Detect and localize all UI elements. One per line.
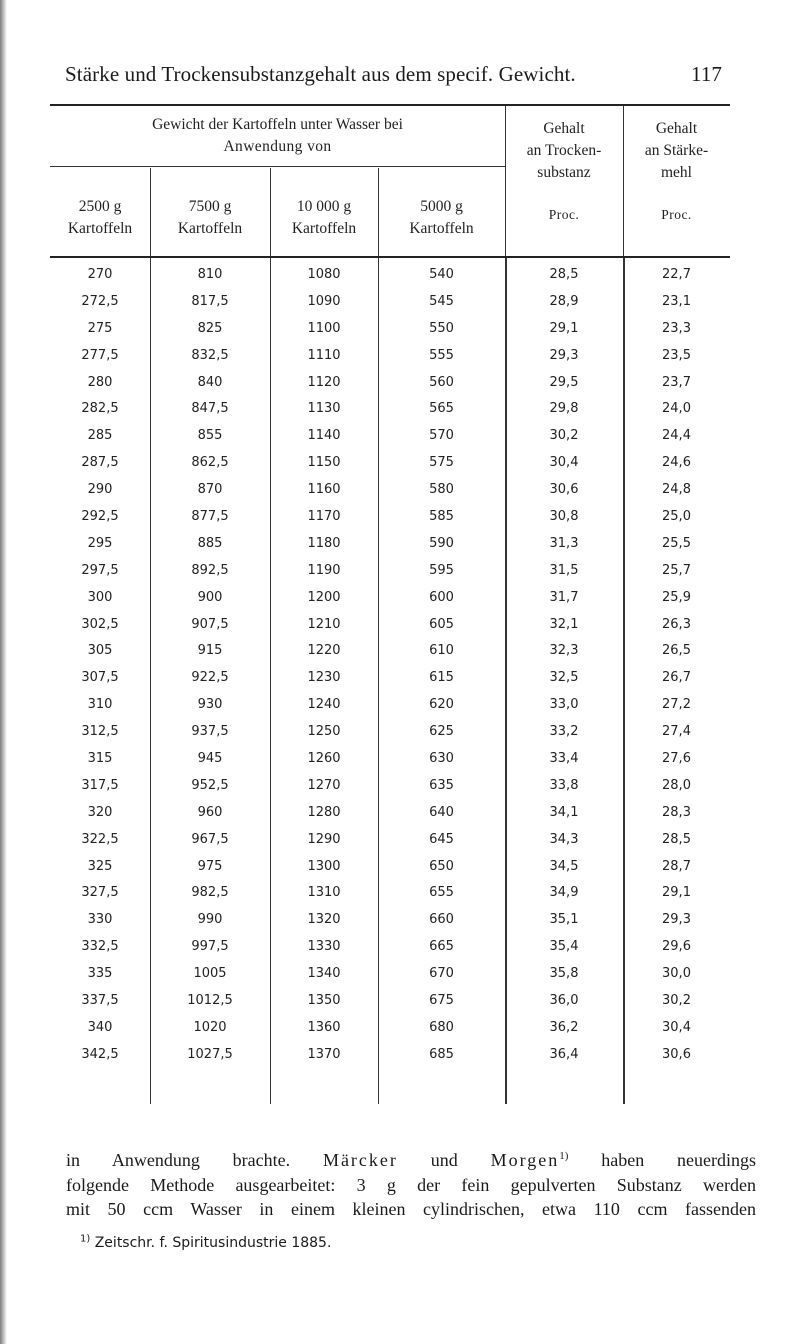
table-cell: 28,0 (662, 777, 691, 793)
table-row (50, 1015, 730, 1042)
table-cell: 25,7 (662, 562, 691, 578)
table-cell: 310 (87, 697, 113, 713)
table-cell: 1005 (193, 966, 227, 982)
table-row (50, 773, 730, 800)
col-header-dry-substance: Gehalt an Trocken- substanz Proc. (526, 120, 602, 222)
table-cell: 35,8 (549, 966, 579, 982)
table-cell: 595 (429, 562, 454, 578)
table-cell: 337,5 (81, 993, 119, 1009)
table-cell: 1130 (307, 401, 341, 417)
table-cell: 33,0 (549, 697, 579, 713)
table-cell: 1370 (307, 1046, 341, 1062)
table-cell: 1027,5 (187, 1046, 233, 1062)
table-row (50, 719, 730, 746)
table-cell: 670 (429, 966, 454, 982)
table-cell: 1180 (307, 535, 341, 551)
table-cell: 29,3 (662, 912, 691, 928)
table-cell: 24,0 (662, 401, 691, 417)
table-cell: 645 (429, 831, 454, 847)
table-cell: 290 (87, 482, 113, 498)
table-cell: 32,1 (549, 616, 579, 632)
table-cell: 655 (429, 885, 454, 901)
table-cell: 870 (197, 482, 223, 498)
group-header: Gewicht der Kartoffeln unter Wasser bei Anwendung von (152, 116, 403, 155)
footnote-mark: 1) (80, 1233, 91, 1245)
table-cell: 35,1 (549, 912, 579, 928)
table-cell: 545 (429, 293, 454, 309)
table-cell: 28,3 (662, 804, 691, 820)
table-cell: 272,5 (81, 293, 119, 309)
table-cell: 27,4 (662, 724, 691, 740)
table-cell: 1210 (307, 616, 341, 632)
table-cell: 28,5 (662, 831, 691, 847)
table-cell: 340 (87, 1019, 113, 1035)
table-cell: 610 (429, 643, 454, 659)
table-cell: 877,5 (191, 509, 229, 525)
table-cell: 300 (87, 589, 113, 605)
table-row (50, 477, 730, 504)
footnote (80, 1235, 331, 1251)
table-cell: 29,8 (549, 401, 579, 417)
table-cell: 1120 (307, 374, 341, 390)
table-cell: 30,2 (549, 428, 579, 444)
table-cell: 565 (429, 401, 454, 417)
footnote-mark: 1) (559, 1150, 569, 1162)
table-cell: 31,5 (549, 562, 579, 578)
table-cell: 342,5 (81, 1046, 119, 1062)
table-cell: 26,3 (662, 616, 691, 632)
table-cell: 540 (429, 267, 454, 282)
table-cell: 640 (429, 804, 454, 820)
table-cell: 33,4 (549, 751, 579, 767)
table-cell: 29,1 (549, 320, 579, 336)
paragraph-line: folgende Methode ausgearbeitet: 3 g der fein gepulverten Substanz werden (66, 1174, 756, 1195)
table-row (50, 638, 730, 665)
table-cell: 810 (197, 267, 223, 282)
table-cell: 1300 (307, 858, 341, 874)
table-row (50, 423, 730, 450)
page-number: 117 (691, 62, 723, 86)
table-cell: 36,2 (549, 1019, 579, 1035)
table-cell: 1100 (307, 320, 341, 336)
table-cell: 1310 (307, 885, 341, 901)
body-paragraph (66, 1148, 756, 1222)
table-row (50, 289, 730, 316)
table-cell: 650 (429, 858, 454, 874)
table-cell: 600 (429, 589, 454, 605)
table-cell: 550 (429, 320, 454, 336)
table-cell: 28,7 (662, 858, 691, 874)
table-row (50, 585, 730, 612)
table-cell: 30,8 (549, 509, 579, 525)
table-cell: 590 (429, 535, 454, 551)
table-cell: 292,5 (81, 509, 119, 525)
table-cell: 660 (429, 912, 454, 928)
table-cell: 580 (429, 482, 454, 498)
table-row (50, 558, 730, 585)
table-row (50, 827, 730, 854)
table-cell: 1080 (307, 267, 341, 282)
header-bottom-rule (50, 256, 730, 258)
page-title: Stärke und Trockensubstanzgehalt aus dem specif. Gewicht. (65, 62, 576, 86)
table-row (50, 692, 730, 719)
table-cell: 1020 (193, 1019, 227, 1035)
table-top-rule (50, 104, 730, 106)
table-cell: 840 (197, 374, 223, 390)
table-cell: 30,4 (662, 1019, 691, 1035)
table-cell: 36,4 (549, 1046, 579, 1062)
table-cell: 315 (87, 751, 113, 767)
table-cell: 1190 (307, 562, 341, 578)
table-cell: 22,7 (662, 267, 691, 282)
paragraph-line: in Anwendung brachte. Märcker und Morgen$^{1)}$ haben neuerdings (66, 1150, 757, 1170)
table-row (50, 504, 730, 531)
table-cell: 817,5 (191, 293, 229, 309)
table-row (50, 934, 730, 961)
table-cell: 1250 (307, 724, 341, 740)
table-row (50, 316, 730, 343)
table-row (50, 370, 730, 397)
table-cell: 685 (429, 1046, 454, 1062)
col-header-7500g: 7500 g Kartoffeln (177, 198, 243, 237)
table-cell: 1012,5 (187, 993, 233, 1009)
table-cell: 34,3 (549, 831, 579, 847)
table-row (50, 800, 730, 827)
col-header-starch: Gehalt an Stärke- mehl Proc. (644, 120, 709, 222)
table-cell: 1230 (307, 670, 341, 686)
table-cell: 1090 (307, 293, 341, 309)
table-cell: 30,6 (549, 482, 579, 498)
table-cell: 945 (197, 751, 223, 767)
table-cell: 28,9 (549, 293, 579, 309)
table-cell: 277,5 (81, 347, 119, 363)
table-cell: 33,2 (549, 724, 579, 740)
col-header-5000g: 5000 g Kartoffeln (409, 198, 474, 237)
table-cell: 665 (429, 939, 454, 955)
table-cell: 930 (197, 697, 223, 713)
table-row (50, 396, 730, 423)
table-cell: 1330 (307, 939, 341, 955)
table-cell: 32,5 (549, 670, 579, 686)
table-cell: 29,1 (662, 885, 691, 901)
table-cell: 302,5 (81, 616, 119, 632)
table-cell: 615 (429, 670, 454, 686)
table-cell: 892,5 (191, 562, 229, 578)
col-header-2500g: 2500 g Kartoffeln (67, 198, 133, 237)
table-cell: 320 (87, 804, 113, 820)
table-cell: 952,5 (191, 777, 229, 793)
table-cell: 1220 (307, 643, 341, 659)
table-cell: 855 (197, 428, 223, 444)
table-cell: 270 (87, 267, 113, 282)
table-row (50, 907, 730, 934)
table-cell: 900 (197, 589, 223, 605)
table-cell: 30,0 (662, 966, 691, 982)
table-cell: 335 (87, 966, 113, 982)
paragraph-line: mit 50 ccm Wasser in einem kleinen cylindrischen, etwa 110 ccm fassenden (66, 1199, 756, 1219)
table-cell: 1320 (307, 912, 341, 928)
table-cell: 27,6 (662, 751, 691, 767)
table-cell: 30,2 (662, 993, 691, 1009)
footnote-text: Zeitschr. f. Spiritusindustrie 1885. (94, 1235, 332, 1251)
table-cell: 285 (87, 428, 113, 444)
table-cell: 307,5 (81, 670, 119, 686)
table-row (50, 746, 730, 773)
table-row (50, 665, 730, 692)
table-row (50, 262, 730, 289)
table-cell: 960 (197, 804, 223, 820)
table-cell: 30,6 (662, 1046, 691, 1062)
table-cell: 31,3 (549, 535, 579, 551)
table-cell: 26,7 (662, 670, 691, 686)
table-row (50, 988, 730, 1015)
table-cell: 280 (87, 374, 113, 390)
table-cell: 34,1 (549, 804, 579, 820)
page-edge-shadow (0, 0, 7, 1344)
table-cell: 23,3 (662, 320, 691, 336)
table-cell: 25,0 (662, 509, 691, 525)
table-cell: 862,5 (191, 455, 229, 471)
table-cell: 35,4 (549, 939, 579, 955)
author-name: Morgen (490, 1150, 560, 1170)
table-cell: 555 (429, 347, 454, 363)
table-cell: 24,6 (662, 455, 691, 471)
table-cell: 23,7 (662, 374, 691, 390)
table-cell: 29,3 (549, 347, 579, 363)
table-body (50, 262, 730, 1069)
table-cell: 1340 (307, 966, 341, 982)
table-cell: 1170 (307, 509, 341, 525)
table-cell: 26,5 (662, 643, 691, 659)
table-row (50, 961, 730, 988)
table-cell: 24,4 (662, 428, 691, 444)
table-cell: 630 (429, 751, 454, 767)
table-cell: 1290 (307, 831, 341, 847)
table-row (50, 854, 730, 881)
table-cell: 23,1 (662, 293, 691, 309)
table-cell: 997,5 (191, 939, 229, 955)
table-cell: 305 (87, 643, 113, 659)
table-cell: 1350 (307, 993, 341, 1009)
header-group-rule (50, 166, 505, 167)
table-row (50, 450, 730, 477)
table-cell: 1110 (307, 347, 341, 363)
table-cell: 832,5 (191, 347, 229, 363)
table-cell: 32,3 (549, 643, 579, 659)
table-cell: 990 (197, 912, 223, 928)
table-cell: 915 (197, 643, 223, 659)
table-cell: 29,6 (662, 939, 691, 955)
table-cell: 322,5 (81, 831, 119, 847)
table-cell: 675 (429, 993, 454, 1009)
table-cell: 25,5 (662, 535, 691, 551)
table-cell: 30,4 (549, 455, 579, 471)
table-cell: 982,5 (191, 885, 229, 901)
table-cell: 937,5 (191, 724, 229, 740)
table-cell: 922,5 (191, 670, 229, 686)
table-cell: 680 (429, 1019, 454, 1035)
table-cell: 975 (197, 858, 223, 874)
table-cell: 282,5 (81, 401, 119, 417)
table-cell: 1140 (307, 428, 341, 444)
table-cell: 29,5 (549, 374, 579, 390)
table-cell: 575 (429, 455, 454, 471)
table-cell: 967,5 (191, 831, 229, 847)
table-cell: 825 (197, 320, 223, 336)
col-header-10000g: 10 000 g Kartoffeln (291, 198, 357, 237)
table-cell: 847,5 (191, 401, 229, 417)
table-cell: 560 (429, 374, 454, 390)
table-cell: 327,5 (81, 885, 119, 901)
table-cell: 24,8 (662, 482, 691, 498)
table-cell: 325 (87, 858, 113, 874)
table-row (50, 612, 730, 639)
table-cell: 635 (429, 777, 454, 793)
table-cell: 28,5 (549, 267, 579, 282)
table-cell: 317,5 (81, 777, 119, 793)
table-cell: 1260 (307, 751, 341, 767)
table-cell: 1160 (307, 482, 341, 498)
table-cell: 885 (197, 535, 223, 551)
table-cell: 36,0 (549, 993, 579, 1009)
table-cell: 275 (87, 320, 113, 336)
table-cell: 295 (87, 535, 113, 551)
table-cell: 1240 (307, 697, 341, 713)
table-cell: 625 (429, 724, 454, 740)
table-cell: 1270 (307, 777, 341, 793)
table-cell: 34,9 (549, 885, 579, 901)
table-row (50, 880, 730, 907)
table-cell: 1200 (307, 589, 341, 605)
table-cell: 287,5 (81, 455, 119, 471)
table-row (50, 343, 730, 370)
table-cell: 605 (429, 616, 454, 632)
table-cell: 34,5 (549, 858, 579, 874)
table-cell: 620 (429, 697, 454, 713)
table-cell: 33,8 (549, 777, 579, 793)
table-cell: 570 (429, 428, 454, 444)
table-cell: 312,5 (81, 724, 119, 740)
table-cell: 330 (87, 912, 113, 928)
author-name: Märcker (322, 1150, 398, 1170)
table-cell: 27,2 (662, 697, 691, 713)
table-cell: 31,7 (549, 589, 579, 605)
table-row (50, 531, 730, 558)
table-cell: 1150 (307, 455, 341, 471)
table-cell: 332,5 (81, 939, 119, 955)
table-cell: 23,5 (662, 347, 691, 363)
table-cell: 297,5 (81, 562, 119, 578)
table-cell: 1360 (307, 1019, 341, 1035)
table-cell: 907,5 (191, 616, 229, 632)
table-row (50, 1042, 730, 1069)
table-cell: 25,9 (662, 589, 691, 605)
table-cell: 1280 (307, 804, 341, 820)
table-cell: 585 (429, 509, 454, 525)
